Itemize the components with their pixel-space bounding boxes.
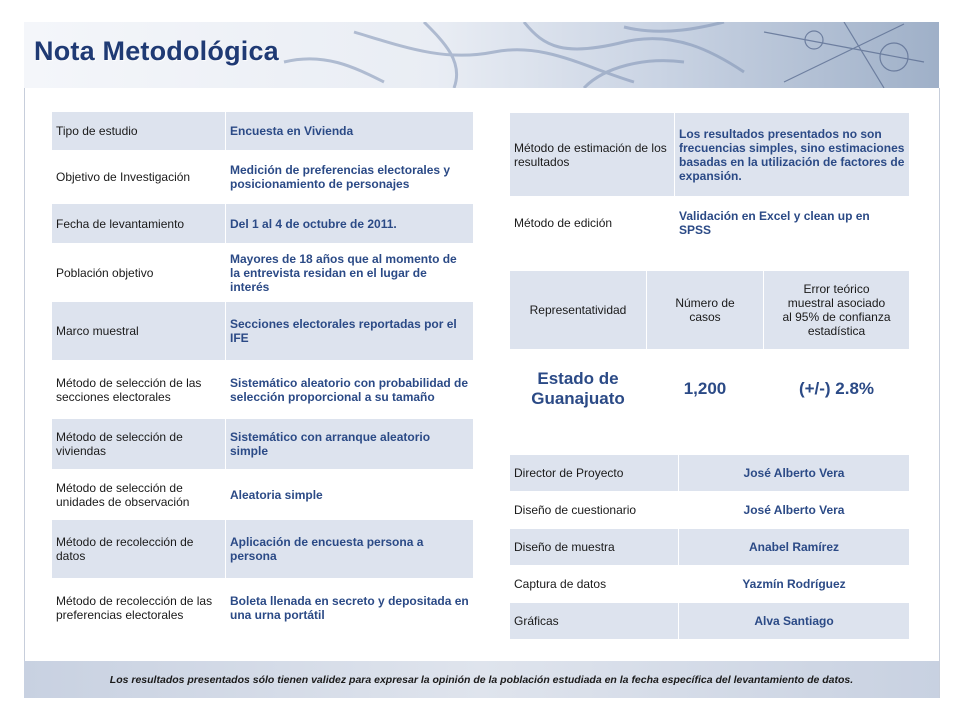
representativity-table — [509, 270, 910, 429]
row-label: Método de estimación de los resultados — [510, 113, 675, 197]
error-value: (+/-) 2.8% — [764, 350, 910, 429]
cases-value: 1,200 — [647, 350, 764, 429]
table-row — [52, 151, 474, 204]
credit-name: Anabel Ramírez — [679, 529, 910, 566]
row-value: Del 1 al 4 de octubre de 2011. — [226, 204, 474, 244]
credits-table — [509, 454, 910, 640]
table-row — [52, 419, 474, 470]
row-value: Sistemático aleatorio con probabilidad de selección proporcional a su tamaño — [226, 361, 474, 419]
credit-role: Diseño de cuestionario — [510, 492, 679, 529]
row-value: Medición de preferencias electorales y posicionamiento de personajes — [226, 151, 474, 204]
row-label: Método de edición — [510, 197, 675, 249]
estimation-table — [509, 112, 910, 249]
footer-disclaimer: Los resultados presentados sólo tienen validez para expresar la opinión de la población estudiada en la fecha específica del levantamiento de datos. — [24, 661, 939, 698]
table-row — [510, 350, 910, 429]
table-row — [510, 603, 910, 640]
table-row — [52, 361, 474, 419]
table-row — [510, 113, 910, 197]
table-row — [52, 520, 474, 579]
header-error-teorico: Error teórico muestral asociado al 95% de confianza estadística — [764, 271, 910, 350]
table-row — [52, 302, 474, 361]
table-row — [52, 204, 474, 244]
header-representatividad: Representatividad — [510, 271, 647, 350]
row-label: Método de selección de viviendas — [52, 419, 226, 470]
row-label: Tipo de estudio — [52, 112, 226, 151]
row-label: Marco muestral — [52, 302, 226, 361]
table-row — [510, 529, 910, 566]
row-label: Método de recolección de datos — [52, 520, 226, 579]
row-value: Boleta llenada en secreto y depositada en una urna portátil — [226, 579, 474, 638]
header-banner — [24, 22, 939, 88]
row-value: Encuesta en Vivienda — [226, 112, 474, 151]
row-label: Fecha de levantamiento — [52, 204, 226, 244]
methodology-table — [51, 111, 474, 638]
header-numero-casos: Número de casos — [647, 271, 764, 350]
page-title: Nota Metodológica — [34, 36, 279, 66]
row-label: Método de selección de las secciones electorales — [52, 361, 226, 419]
credit-role: Director de Proyecto — [510, 455, 679, 492]
row-label: Método de recolección de las preferencias electorales — [52, 579, 226, 638]
table-row — [52, 579, 474, 638]
row-label: Objetivo de Investigación — [52, 151, 226, 204]
table-row — [52, 470, 474, 520]
table-row — [52, 112, 474, 151]
row-value: Mayores de 18 años que al momento de la entrevista residan en el lugar de interés — [226, 244, 474, 302]
table-row — [510, 197, 910, 249]
region-value: Estado de Guanajuato — [510, 350, 647, 429]
row-label: Población objetivo — [52, 244, 226, 302]
row-value: Aplicación de encuesta persona a persona — [226, 520, 474, 579]
table-header-row — [510, 271, 910, 350]
table-row — [510, 492, 910, 529]
credit-role: Diseño de muestra — [510, 529, 679, 566]
table-row — [52, 244, 474, 302]
row-value: Validación en Excel y clean up en SPSS — [675, 197, 910, 249]
credit-name: Alva Santiago — [679, 603, 910, 640]
row-label: Método de selección de unidades de observación — [52, 470, 226, 520]
row-value: Secciones electorales reportadas por el IFE — [226, 302, 474, 361]
credit-name: Yazmín Rodríguez — [679, 566, 910, 603]
row-value: Los resultados presentados no son frecuencias simples, sino estimaciones basadas en la utilización de factores de expansión. — [675, 113, 910, 197]
row-value: Aleatoria simple — [226, 470, 474, 520]
table-row — [510, 566, 910, 603]
credit-role: Gráficas — [510, 603, 679, 640]
table-row — [510, 455, 910, 492]
credit-name: José Alberto Vera — [679, 492, 910, 529]
credit-name: José Alberto Vera — [679, 455, 910, 492]
row-value: Sistemático con arranque aleatorio simple — [226, 419, 474, 470]
credit-role: Captura de datos — [510, 566, 679, 603]
